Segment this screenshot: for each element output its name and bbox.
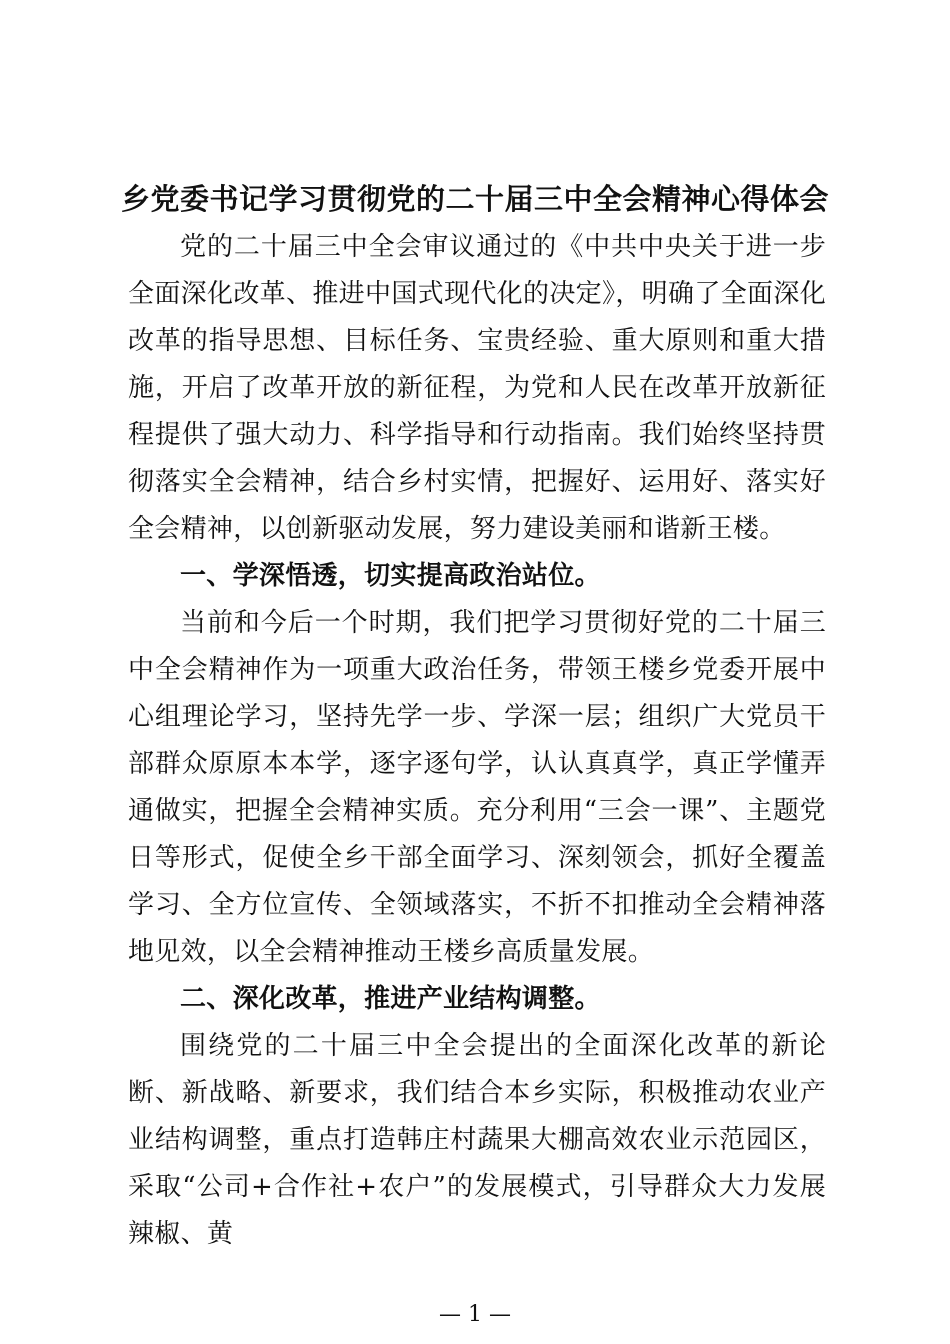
section-heading-2: 二、深化改革，推进产业结构调整。 (180, 984, 601, 1014)
paragraph-section-2: 围绕党的二十届三中全会提出的全面深化改革的新论断、新战略、新要求，我们结合本乡实际，积极推动农业产业结构调整，重点打造韩庄村蔬果大棚高效农业示范园区，采取“公司+合作社+农户”的发展模式，引导群众大力发展辣椒、黄 (128, 1031, 826, 1249)
paragraph-section-1: 当前和今后一个时期，我们把学习贯彻好党的二十届三中全会精神作为一项重大政治任务，带领王楼乡党委开展中心组理论学习，坚持先学一步、学深一层；组织广大党员干部群众原原本本学，逐字逐句学，认认真真学，真正学懂弄通做实，把握全会精神实质。充分利用“三会一课”、主题党日等形式，促使全乡干部全面学习、深刻领会，抓好全覆盖学习、全方位宣传、全领域落实，不折不扣推动全会精神落地见效，以全会精神推动王楼乡高质量发展。 (128, 608, 826, 967)
paragraph-intro: 党的二十届三中全会审议通过的《中共中央关于进一步全面深化改革、推进中国式现代化的决定》，明确了全面深化改革的指导思想、目标任务、宝贵经验、重大原则和重大措施，开启了改革开放的新征程，为党和人民在改革开放新征程提供了强大动力、科学指导和行动指南。我们始终坚持贯彻落实全会精神，结合乡村实情，把握好、运用好、落实好全会精神，以创新驱动发展，努力建设美丽和谐新王楼。 (128, 232, 826, 544)
document-title: 乡党委书记学习贯彻党的二十届三中全会精神心得体会 (120, 182, 829, 216)
page-number: — 1 — (439, 1302, 511, 1327)
document-body (128, 224, 826, 1258)
section-heading-1: 一、学深悟透，切实提高政治站位。 (180, 561, 601, 591)
